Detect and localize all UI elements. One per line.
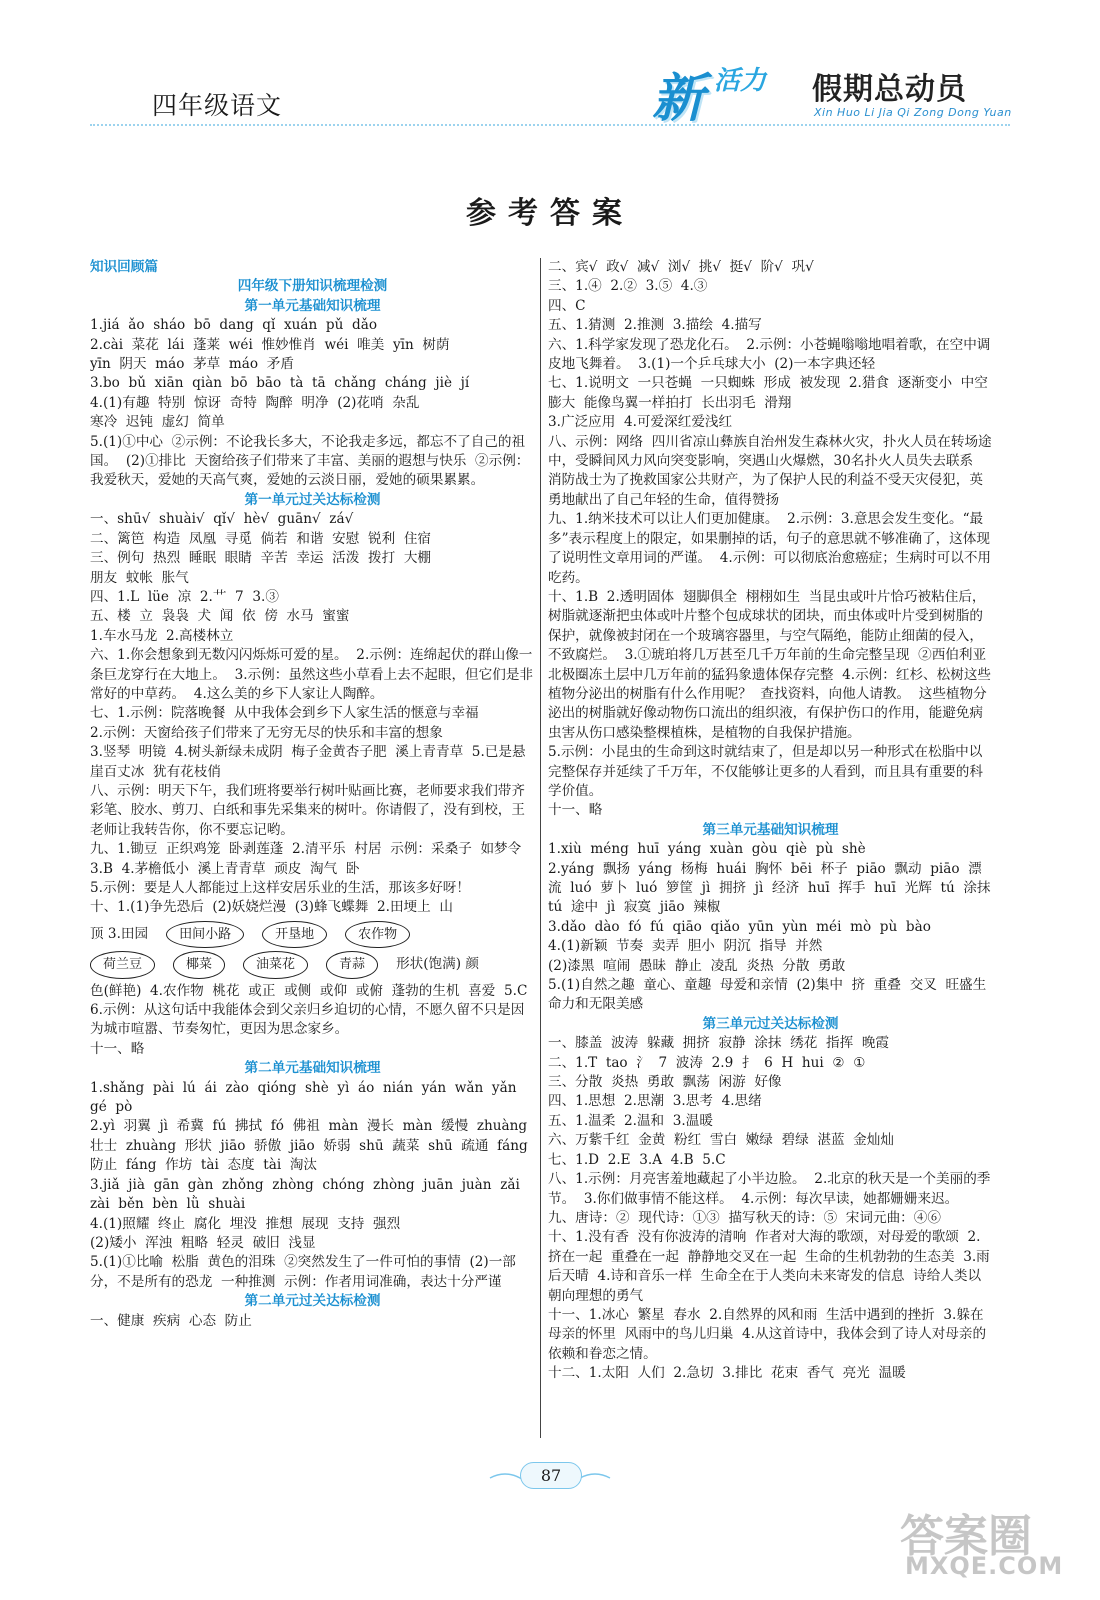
logo-main-title: 假期总动员 <box>812 72 967 107</box>
answer-line: 一、健康 疾病 心态 防止 <box>90 1312 252 1329</box>
right-column <box>548 258 1000 1384</box>
page-title: 参考答案 <box>466 196 634 231</box>
answer-line: 四、C <box>548 297 586 314</box>
answer-line: 3.竖琴 明镜 4.树头新绿未成阴 梅子金黄杏子肥 溪上青青草 5.已是悬崖百丈冰 犹有花枝俏 <box>90 744 526 780</box>
page-header <box>0 0 1100 140</box>
answer-line: 二、宾√ 政√ 减√ 浏√ 挑√ 挺√ 阶√ 巩√ <box>548 259 814 275</box>
section-heading: 第一单元过关达标检测 <box>244 491 381 508</box>
logo-pinyin: Xin Huo Li Jia Qi Zong Dong Yuan <box>814 106 1012 119</box>
answer-line: 4.(1)新颖 节奏 卖弄 胆小 阴沉 指导 并然 <box>548 938 823 955</box>
circled-answer: 农作物 <box>345 921 410 948</box>
answer-line: 朋友 蚊帐 胀气 <box>90 569 189 586</box>
circled-answers-row <box>90 921 535 948</box>
answer-line: 八、示例：网络 四川省凉山彝族自治州发生森林火灾，扑火人员在转场途中，受瞬间风力风向突变影响，突遇山火爆燃，30名扑火人员失去联系 消防战士为了挽救国家公共财产，为了保护人民的利益不受天灾侵犯，英勇地献出了自己年轻的生命，值得赞扬 <box>548 433 992 508</box>
section-heading: 第二单元基础知识梳理 <box>244 1060 381 1077</box>
answer-line: (2)矮小 浑浊 粗略 轻灵 破旧 浅显 <box>90 1234 316 1251</box>
answer-line: 1.jiá ǎo sháo bō dang qǐ xuán pǔ dǎo <box>90 317 378 334</box>
answer-line: 4.(1)照耀 终止 腐化 埋没 推想 展现 支持 强烈 <box>90 1215 401 1232</box>
answer-line: 4.(1)有趣 特别 惊讶 奇特 陶醉 明净 (2)花哨 杂乱 <box>90 394 420 411</box>
answer-line: 2.yáng 飘扬 yáng 杨梅 huái 胸怀 bēi 杯子 piāo 飘动 piāo 漂流 luó 萝卜 luó 箩筐 jì 拥挤 jì 经济 huī 挥手 huī 光辉 tú 涂抹 tú 途中 jì 寂寞 jiāo 辣椒 <box>548 860 1000 916</box>
answer-line: 二、1.T tao 氵 7 波涛 2.9 扌 6 H hui ② ① <box>548 1054 866 1071</box>
answer-line: 三、1.④ 2.② 3.⑤ 4.③ <box>548 278 708 295</box>
part-heading: 知识回顾篇 <box>90 259 158 275</box>
answer-line: 十一、1.冰心 繁星 春水 2.自然界的风和雨 生活中遇到的挫折 3.躲在母亲的怀里 风雨中的鸟儿归巢 4.从这首诗中，我体会到了诗人对母亲的依赖和眷恋之情。 <box>548 1306 987 1362</box>
header-divider <box>90 124 1010 126</box>
section-heading: 第三单元过关达标检测 <box>702 1015 839 1032</box>
answer-line: 五、楼 立 袅袅 犬 闻 依 傍 水马 蜜蜜 <box>90 608 350 625</box>
answer-line: 2.yì 羽翼 jì 希冀 fú 拂拭 fó 佛祖 màn 漫长 màn 缓慢 zhuàng 壮士 zhuàng 形状 jiāo 骄傲 jiāo 娇弱 shū 蔬菜 shū 疏通 fáng 防止 fáng 作坊 tài 态度 tài 淘汰 <box>90 1118 537 1174</box>
answer-line: 六、1.科学家发现了恐龙化石。 2.示例：小苍蝇嗡嗡地唱着歌，在空中调皮地飞舞着。 3.(1)一个乒乓球大小 (2)一本字典还轻 <box>548 336 991 373</box>
answer-line: 四、1.L lüe 凉 2.⺾ 7 3.③ <box>90 588 279 605</box>
answer-line: 色(鲜艳) 4.农作物 桃花 或正 或侧 或仰 或俯 蓬勃的生机 喜爱 5.C 6.示例：从这句话中我能体会到父亲归乡迫切的心情，不愿久留不只是因为城市喧嚣、节奏匆忙，更因为思念家乡。 <box>90 982 537 1038</box>
answer-line: (2)漆黑 喧闹 愚昧 静止 凌乱 炎热 分散 勇敢 <box>548 957 846 974</box>
answer-line: 3.dǎo dào fó fú qiāo qiǎo yūn yùn méi mò pù bào <box>548 918 931 935</box>
answer-line: 5.(1)自然之趣 童心、童趣 母爱和亲情 (2)集中 挤 重叠 交叉 旺盛生命力和无限美感 <box>548 977 987 1013</box>
answer-line: 5.(1)①比喻 松脂 黄色的泪珠 ②突然发生了一件可怕的事情 (2)一部分，不是所有的恐龙 一种推测 示例：作者用词准确，表达十分严谨 <box>90 1254 516 1290</box>
answer-line: 九、1.锄豆 正织鸡笼 卧剥莲蓬 2.清平乐 村居 示例：采桑子 如梦令 3.B 4.茅檐低小 溪上青青草 顽皮 淘气 卧 <box>90 841 530 877</box>
watermark-url: MXQE.COM <box>905 1552 1064 1580</box>
answer-line: 5.示例：要是人人都能过上这样安居乐业的生活，那该多好呀！ <box>90 880 470 896</box>
answer-line: 1.shǎng pài lú ái zào qióng shè yì áo nián yán wǎn yǎn gé pò <box>90 1079 526 1116</box>
answer-line: 十一、略 <box>90 1040 145 1057</box>
circled-answer: 椰菜 <box>173 951 225 978</box>
answer-line: 十二、1.太阳 人们 2.急切 3.排比 花束 香气 亮光 温暖 <box>548 1365 906 1382</box>
answer-text: 形状(饱满) 颜 <box>396 956 479 973</box>
circled-answers-row <box>90 951 535 978</box>
answer-line: 六、万紫千红 金黄 粉红 雪白 嫩绿 碧绿 湛蓝 金灿灿 <box>548 1132 894 1149</box>
logo-vital: 活力 <box>714 66 767 96</box>
answer-line: 1.xiù méng huī yáng xuàn gòu qiè pù shè <box>548 841 866 858</box>
answer-line: 五、1.猜测 2.推测 3.描绘 4.描写 <box>548 317 762 334</box>
answer-line: 2.cài 菜花 lái 蓬莱 wéi 惟妙惟肖 wéi 唯美 yīn 树荫 <box>90 336 450 353</box>
answer-line: 六、1.你会想象到无数闪闪烁烁可爱的星。 2.示例：连绵起伏的群山像一条巨龙穿行在大地上。 3.示例：虽然这些小草看上去不起眼，但它们是非常好的中草药。 4.这么美的乡下人家让人陶醉。 <box>90 647 534 702</box>
answer-line: 1.车水马龙 2.高楼林立 <box>90 627 234 644</box>
answer-line: 七、1.D 2.E 3.A 4.B 5.C <box>548 1151 726 1168</box>
answer-line: 十、1.没有香 没有你波涛的清响 作者对大海的歌颂，对母爱的歌颂 2.挤在一起 重叠在一起 静静地交叉在一起 生命的生机勃勃的生态美 3.雨后天晴 4.诗和音乐一样 生命全在于人类向未来寄发的信息 诗给人类以朝向理想的勇气 <box>548 1229 990 1304</box>
circled-answer: 青蒜 <box>326 951 378 978</box>
answer-line: 2.示例：天窗给孩子们带来了无穷无尽的快乐和丰富的想象 <box>90 724 443 741</box>
section-heading: 四年级下册知识梳理检测 <box>237 278 388 295</box>
answer-line: 九、1.纳米技术可以让人们更加健康。 2.示例：3.意思会发生变化。“最多”表示程度上的限定，如果删掉的话，句子的意思就不够准确了，这体现了说明性文章用词的严谨。 4.示例：可以彻底治愈癌症；生病时可以不用吃药。 <box>548 511 992 586</box>
answer-line: 七、1.示例：院落晚餐 从中我体会到乡下人家生活的惬意与幸福 <box>90 705 479 722</box>
circled-answer: 开垦地 <box>262 921 327 948</box>
answer-line: 三、分散 炎热 勇敢 飘荡 闲游 好像 <box>548 1074 782 1091</box>
answer-text: 顶 3.田园 <box>90 925 149 942</box>
answer-line: 八、1.示例：月亮害羞地藏起了小半边脸。 2.北京的秋天是一个美丽的季节。 3.你们做事情不能这样。 4.示例：每次早读，她都姗姗来迟。 <box>548 1171 991 1207</box>
grade-label: 四年级语文 <box>152 91 283 120</box>
section-heading: 第一单元基础知识梳理 <box>244 297 381 314</box>
circled-answer: 荷兰豆 <box>90 951 155 978</box>
answer-line: 四、1.思想 2.思潮 3.思考 4.思绪 <box>548 1093 762 1110</box>
answer-line: 5.(1)①中心 ②示例：不论我长多大，不论我走多远，都忘不了自己的祖国。 (2)①排比 天窗给孩子们带来了丰富、美丽的遐想与快乐 ②示例：我爱秋天，爱她的天高气爽，爱她的云淡日丽，爱她的硕果累累。 <box>90 433 530 489</box>
answer-line: 十、1.(1)争先恐后 (2)妖娆烂漫 (3)蜂飞蝶舞 2.田埂上 山 <box>90 899 453 916</box>
answer-line: 十、1.B 2.透明固体 翅脚俱全 栩栩如生 当昆虫或叶片恰巧被粘住后，树脂就逐渐把虫体或叶片整个包成球状的团块，而虫体或叶片受到树脂的保护，就像被封闭在一个玻璃容器里，与空气隔绝，能防止细菌的侵入，不致腐烂。 3.①琥珀将几万甚至几千万年前的生命完整呈现 ②西伯利亚北极圈冻土层中几万年前的猛犸象遗体保存完整 4.示例：红杉、松树这些植物分泌出的树脂有什么作用呢？ 查找资料，向他人请教。 这些植物分泌出的树脂就好像动物伤口流出的组织液，有保护伤口的作用，能避免病虫害从伤口感染整棵植株，是植物的自我保护措施。 <box>548 588 992 741</box>
answer-line: 一、膝盖 波涛 躲藏 拥挤 寂静 涂抹 绣花 指挥 晚霞 <box>548 1035 890 1052</box>
answer-line: yīn 阴天 máo 茅草 máo 矛盾 <box>90 356 294 373</box>
answer-line: 五、1.温柔 2.温和 3.温暖 <box>548 1112 713 1129</box>
answer-line: 3.bo bǔ xiān qiàn bō bāo tà tā chǎng cháng jiè jí <box>90 375 470 392</box>
watermark-logo: 答案圈 <box>900 1511 1032 1562</box>
section-heading: 第三单元基础知识梳理 <box>702 821 839 838</box>
answer-line: 八、示例：明天下午，我们班将要举行树叶贴画比赛，老师要求我们带齐彩笔、胶水、剪刀、白纸和事先采集来的树叶。你请假了，没有到校，王老师让我转告你，你不要忘记哟。 <box>90 782 525 838</box>
answer-line: 5.示例：小昆虫的生命到这时就结束了，但是却以另一种形式在松脂中以完整保存并延续了千万年，不仅能够让更多的人看到，而且具有重要的科学价值。 <box>548 744 983 799</box>
left-column <box>90 258 535 1331</box>
page-number: 87 <box>520 1462 582 1489</box>
section-heading: 第二单元过关达标检测 <box>244 1293 381 1310</box>
answer-line: 3.广泛应用 4.可爱深红爱浅红 <box>548 414 733 431</box>
answer-line: 寒冷 迟钝 虚幻 简单 <box>90 414 225 431</box>
answer-line: 一、shū√ shuài√ qǐ√ hè√ guān√ zá√ <box>90 511 354 528</box>
column-divider <box>540 258 541 1438</box>
answer-line: 九、唐诗：② 现代诗：①③ 描写秋天的诗：⑤ 宋词元曲：④⑥ <box>548 1209 941 1226</box>
answer-line: 3.jiǎ jià gān gàn zhǒng zhòng chóng zhòng juān juàn zǎi zài běn bèn lǜ shuài <box>90 1176 529 1213</box>
circled-answer: 田间小路 <box>166 921 244 948</box>
answer-line: 七、1.说明文 一只苍蝇 一只蜘蛛 形成 被发现 2.猎食 逐渐变小 中空 膨大 能像鸟翼一样拍打 长出羽毛 滑翔 <box>548 375 997 411</box>
circled-answer: 油菜花 <box>243 951 308 978</box>
answer-line: 十一、略 <box>548 802 603 819</box>
answer-line: 二、篱笆 构造 凤凰 寻觅 倘若 和谐 安慰 锐利 住宿 <box>90 530 432 547</box>
answer-line: 三、例句 热烈 睡眠 眼睛 辛苦 幸运 活泼 拨打 大棚 <box>90 550 432 567</box>
logo-new-char: 新 <box>652 69 705 129</box>
